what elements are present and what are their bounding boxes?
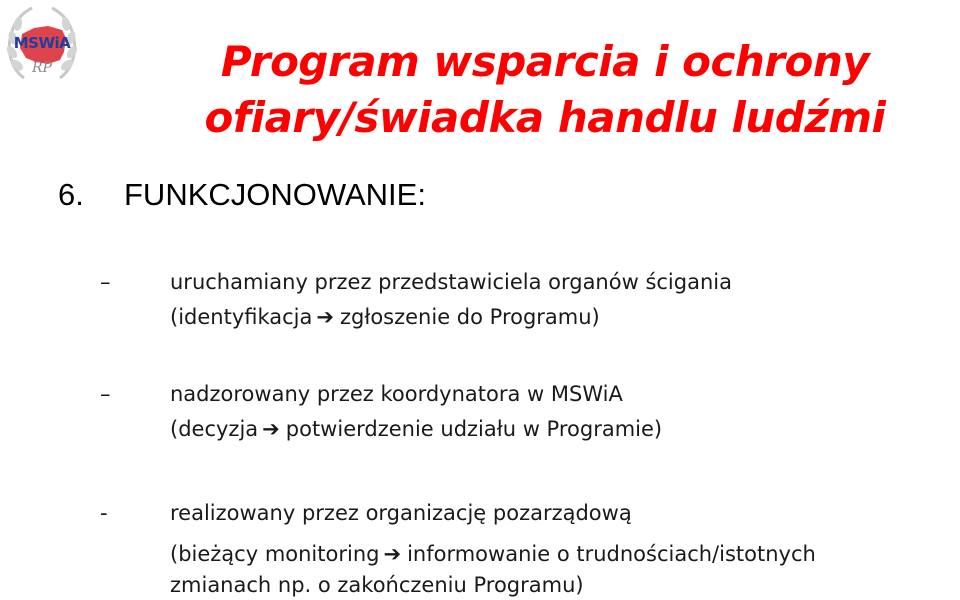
logo-monogram: RP — [32, 60, 52, 76]
list-marker: – — [100, 382, 111, 406]
logo-wordmark: MSWiA — [13, 34, 71, 52]
item-text: informowanie o trudnościach/istotnych — [407, 542, 816, 566]
title-line-2: ofiary/świadka handlu ludźmi — [204, 93, 886, 142]
item-line — [170, 412, 662, 447]
item-text: (decyzja — [170, 417, 259, 441]
item-text: zgłoszenie do Programu) — [340, 305, 600, 329]
item-text: potwierdzenie udziału w Programie) — [285, 417, 663, 441]
item-line — [170, 300, 732, 335]
slide-title — [150, 34, 940, 146]
section-heading — [58, 175, 426, 215]
item-text: (identyfikacja — [170, 305, 313, 329]
item-text: (bieżący monitoring — [170, 542, 380, 566]
arrow-right-icon: ➔ — [383, 542, 402, 566]
list-marker: – — [100, 270, 111, 294]
title-line-1: Program wsparcia i ochrony — [220, 37, 870, 86]
list-marker: - — [100, 501, 108, 525]
item-line: nadzorowany przez koordynatora w MSWiA — [170, 382, 623, 406]
item-line: zmianach np. o zakończeniu Programu) — [170, 573, 584, 597]
arrow-right-icon: ➔ — [316, 305, 334, 329]
item-line — [170, 537, 816, 572]
section-title: FUNKCJONOWANIE: — [124, 177, 426, 212]
arrow-right-icon: ➔ — [262, 417, 280, 441]
item-line: uruchamiany przez przedstawiciela organów ścigania — [170, 270, 732, 294]
section-number: 6. — [58, 177, 84, 212]
mswia-logo — [4, 4, 80, 86]
item-line: realizowany przez organizację pozarządową — [170, 501, 632, 525]
